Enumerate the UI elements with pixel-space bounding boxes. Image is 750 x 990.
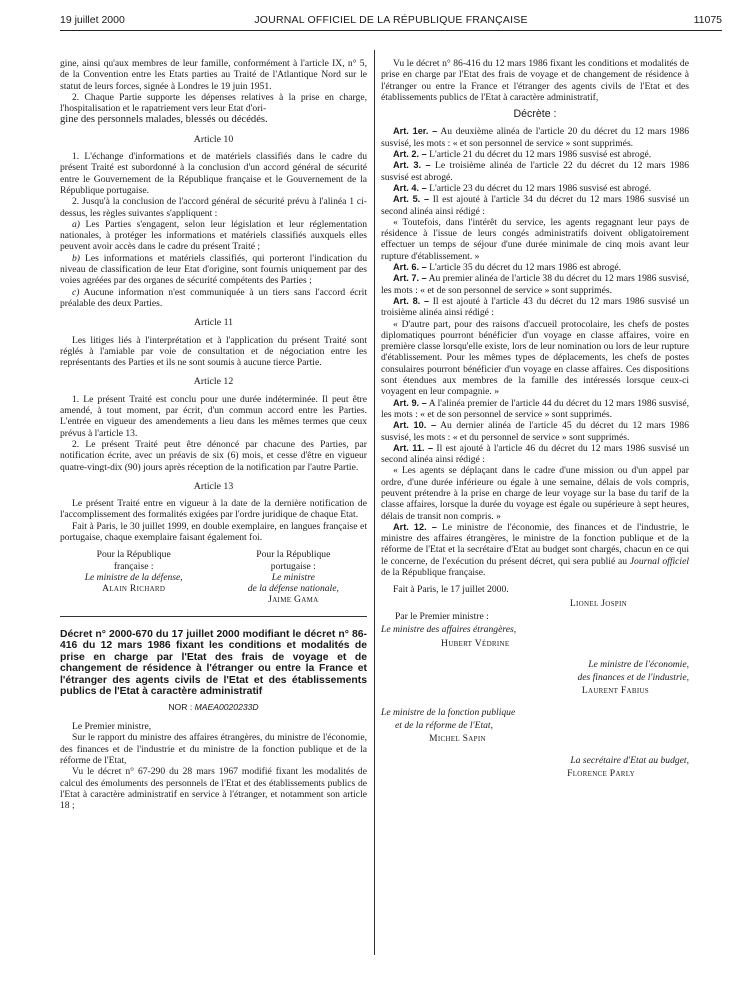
sig-line: Le ministre de la fonction publique (381, 706, 516, 718)
article (381, 160, 689, 183)
sig-line: française : (113, 560, 154, 572)
article (381, 443, 689, 466)
quoted-paragraph: « D'autre part, pour des raisons d'accueil protocolaire, les chefs de postes diplomatiques pourront bénéficier d'un voyage en classe affaires, voire en première classe lorsqu'elle existe, lors de leur nomination ou lors de leur rupture d'établissement. Pour les mêmes types de déplacements, les chefs de postes consulaires pourront bénéficier d'un voyage en classe affaires. Ces dispositions sont étendues aux membres de la famille des intéressés lorsque ceux-ci voyagent en leur compagnie. » (381, 318, 689, 398)
article-label: Art. 3. – (393, 160, 431, 171)
article (381, 420, 689, 443)
nor-code: MAEA0020233D (194, 701, 259, 712)
signatory-name: Jaime Gama (268, 594, 319, 606)
journal-officiel-ref: Journal officiel (629, 555, 689, 567)
sig-line: Pour la République (256, 549, 331, 561)
article-text: de la République française. (381, 567, 486, 579)
signature-france (60, 549, 207, 605)
sig-line: de la défense nationale, (247, 583, 339, 595)
signatory-name: Lionel Jospin (569, 597, 627, 609)
paragraph: Le présent Traité entre en vigueur à la date de la dernière notification de l'accomplissement des formalités exigées par l'ordre juridique de chaque Etat. (60, 498, 367, 521)
quoted-paragraph: « Les agents se déplaçant dans le cadre d'une mission ou d'un appel par ordre, d'une durée inférieure ou égale à une semaine, délais de vols compris, peuvent prétendre à la prise en charge de leur voyage sur la base du tarif de la classe affaires, lorsque la durée du voyage est égale ou supérieure à sept heures, délais de transit non compris. » (381, 465, 689, 522)
sig-line: Pour la République (96, 549, 171, 561)
right-column (381, 58, 689, 781)
signatory-name: Alain Richard (102, 583, 166, 595)
paragraph: gine des personnels malades, blessés ou décédés. (60, 114, 268, 126)
paragraph: gine, ainsi qu'aux membres de leur famille, conformément à l'article IX, n° 5, de la Convention entre les Etats parties au Traité de l'Atlantique Nord sur le statut de leurs forces, signée à Londres le 19 juin 1951. (60, 58, 367, 92)
sig-line: des finances et de l'industrie, (577, 672, 689, 684)
sig-line: Le ministre de la défense, (84, 571, 183, 583)
article (381, 296, 689, 319)
sig-line: Le ministre des affaires étrangères, (381, 624, 517, 636)
article (381, 126, 689, 149)
list-item (60, 219, 367, 253)
paragraph: 1. Le présent Traité est conclu pour une durée indéterminée. Il peut être amendé, à tout moment, par écrit, d'un commun accord entre les Parties. L'entrée en vigueur des amendements a lieu dans les mêmes termes que ceux prévus à l'article 13. (60, 393, 367, 439)
signature-portugal (220, 549, 367, 605)
article (381, 262, 689, 273)
paragraph: Fait à Paris, le 17 juillet 2000. (393, 584, 509, 596)
article (381, 522, 689, 578)
article-text: Il est ajouté à l'article 46 du décret du 12 mars 1986 susvisé un second alinéa ainsi rédigé : (381, 442, 689, 466)
paragraph: Fait à Paris, le 30 juillet 1999, en double exemplaire, en langues française et portugaise, chaque exemplaire faisant également foi. (60, 520, 367, 543)
paragraph: 2. Jusqu'à la conclusion de l'accord général de sécurité prévu à l'alinéa 1 ci-dessus, les règles suivantes s'appliquent : (60, 196, 367, 219)
signatory-name: Laurent Fabius (581, 685, 649, 697)
article-label: Art. 11. – (393, 442, 434, 453)
section-rule (60, 616, 367, 617)
article-heading: Article 13 (193, 480, 234, 492)
article (381, 194, 689, 217)
item-text: Aucune information n'est communiquée à un tiers sans l'accord écrit préalable des deux Parties. (60, 286, 367, 309)
list-item (60, 253, 367, 287)
article-text: Au dernier alinéa de l'article 45 du décret du 12 mars 1986 susvisé, les mots : « et du personnel de service » sont supprimés. (381, 420, 689, 443)
header-rule (60, 30, 722, 31)
header-title: JOURNAL OFFICIEL DE LA RÉPUBLIQUE FRANÇAISE (254, 14, 528, 26)
paragraph: 1. L'échange d'informations et de matériels classifiés dans le cadre du présent Traité est subordonné à la conclusion d'un accord général de sécurité entre le Gouvernement de la République française et le Gouvernement de la République portugaise. (60, 151, 367, 196)
spacer (381, 651, 689, 657)
paragraph: Sur le rapport du ministre des affaires étrangères, du ministre de l'économie, des finances et de l'industrie et du ministre de la fonction publique et de la réforme de l'Etat, (60, 732, 367, 766)
paragraph: 2. Le présent Traité peut être dénoncé par chacune des Parties, par notification écrite, avec un préavis de six (6) mois, et cesse d'être en vigueur quatre-vingt-dix (90) jours après réception de la notification par l'autre Partie. (60, 438, 367, 473)
paragraph: Vu le décret n° 86-416 du 12 mars 1986 fixant les conditions et modalités de prise en charge par l'Etat des frais de voyage et de changement de résidence à l'étranger ou entre la France et l'étranger des agents civils de l'Etat et des établissements publics de l'Etat à caractère administratif, (381, 58, 689, 103)
paragraph: 2. Chaque Partie supporte les dépenses relatives à la prise en charge, l'hospitalisation et le rapatriement vers leur Etat d'ori- (60, 91, 367, 115)
article (381, 273, 689, 296)
article-label: Art. 7. – (393, 273, 427, 284)
left-column (60, 58, 367, 811)
article-text: Il est ajouté à l'article 43 du décret du 12 mars 1986 susvisé un troisième alinéa ainsi rédigé : (381, 295, 690, 319)
article-label: Art. 1er. – (393, 126, 438, 137)
item-text: Les Parties s'engagent, selon leur législation et leur réglementation nationales, à protéger les informations et matériels classifiés auxquels elles peuvent avoir accès dans le cadre du présent Traité ; (60, 218, 367, 253)
article-label: Art. 2. – (393, 149, 427, 160)
nor-label: NOR : (168, 701, 195, 712)
article-label: Art. 6. – (393, 262, 427, 273)
decrete-heading: Décrète : (513, 108, 557, 121)
article-heading: Article 10 (193, 133, 234, 145)
article (381, 398, 689, 421)
sig-line: La secrétaire d'Etat au budget, (570, 754, 689, 766)
article-heading: Article 11 (193, 317, 234, 329)
article (381, 149, 689, 160)
article-text: A l'alinéa premier de l'article 44 du décret du 12 mars 1986 susvisé, les mots : « et de son personnel de service » sont supprimés. (381, 397, 689, 420)
treaty-signatures (60, 549, 367, 605)
signatory-name: Michel Sapin (429, 733, 486, 745)
list-item (60, 287, 367, 310)
article-text: L'article 35 du décret du 12 mars 1986 est abrogé. (426, 262, 622, 274)
article-label: Art. 5. – (393, 194, 430, 205)
article-text: Au premier alinéa de l'article 38 du décret du 12 mars 1986 susvisé, les mots : « et de son personnel de service » sont supprimés. (381, 273, 689, 296)
article-label: Art. 12. – (393, 521, 437, 532)
page-number: 11075 (693, 14, 722, 26)
article-text: Il est ajouté à l'article 34 du décret du 12 mars 1986 susvisé un second alinéa ainsi rédigé : (381, 194, 690, 217)
article-label: Art. 10. – (393, 420, 437, 431)
article-text: L'article 21 du décret du 12 mars 1986 susvisé est abrogé. (426, 149, 652, 161)
sig-line: Le ministre de l'économie, (588, 658, 689, 670)
item-label: c) (72, 286, 80, 298)
article (381, 183, 689, 194)
signatory-name: Florence Parly (567, 767, 635, 779)
nor-reference (60, 702, 367, 713)
article-text: Le troisième alinéa de l'article 22 du décret du 12 mars 1986 susvisé est abrogé. (381, 160, 690, 183)
sig-line: Le ministre (271, 571, 315, 583)
quoted-paragraph: « Toutefois, dans l'intérêt du service, les agents regagnant leur pays de résidence à l'issue de leurs congés administratifs doivent obligatoirement effectuer un temps de séjour d'une durée minimale de cinq mois avant leur rupture d'établissement. » (381, 216, 689, 262)
column-separator (374, 50, 375, 955)
article-label: Art. 8. – (393, 295, 430, 306)
decree-title: Décret n° 2000-670 du 17 juillet 2000 modifiant le décret n° 86-416 du 12 mars 1986 fixant les conditions et modalités de prise en charge par l'Etat des frais de voyage et de changement de résidence à l'étranger ou entre la France et l'étranger des agents civils de l'Etat et des établissements publics de l'Etat à caractère administratif (60, 628, 367, 698)
paragraph: Le Premier ministre, (72, 721, 152, 733)
article-text: Au deuxième alinéa de l'article 20 du décret du 12 mars 1986 susvisé, les mots : « et son personnel de service » sont supprimés. (381, 126, 689, 149)
header-date: 19 juillet 2000 (60, 14, 125, 26)
sig-line: et de la réforme de l'Etat, (395, 720, 493, 732)
spacer (381, 699, 689, 705)
spacer (381, 747, 689, 753)
item-text: Les informations et matériels classifiés, qui porteront l'indication du niveau de classification de leur Etat d'origine, sont fournis uniquement par des voies agréées par des organes de sécurité compétents des Parties ; (60, 252, 367, 287)
sig-line: portugaise : (270, 560, 316, 572)
article-text: L'article 23 du décret du 12 mars 1986 susvisé est abrogé. (426, 182, 652, 194)
paragraph: Les litiges liés à l'interprétation et à l'application du présent Traité sont réglés à l'amiable par voie de consultation et de négociation entre les représentants des Parties et ils ne sont soumis à aucune tierce Partie. (60, 334, 367, 369)
paragraph: Vu le décret n° 67-290 du 28 mars 1967 modifié fixant les modalités de calcul des émoluments des personnels de l'Etat et des établissements publics de l'Etat à caractère administratif en service à l'étranger, et notamment son article 18 ; (60, 766, 367, 812)
article-label: Art. 4. – (393, 182, 427, 193)
article-heading: Article 12 (193, 376, 234, 388)
sig-line: Par le Premier ministre : (395, 610, 489, 622)
item-label: b) (72, 252, 80, 264)
item-label: a) (72, 218, 80, 230)
article-text: Le ministre de l'économie, des finances et de l'industrie, le ministre des affaires étrangères, le ministre de la fonction publique et de la réforme de l'Etat et la secrétaire d'Etat au budget sont chargés, chacun en ce qui le concerne, de l'exécution du présent décret, qui sera publié au (381, 521, 689, 567)
article-label: Art. 9. – (393, 397, 427, 408)
signatory-name: Hubert Védrine (441, 637, 510, 649)
